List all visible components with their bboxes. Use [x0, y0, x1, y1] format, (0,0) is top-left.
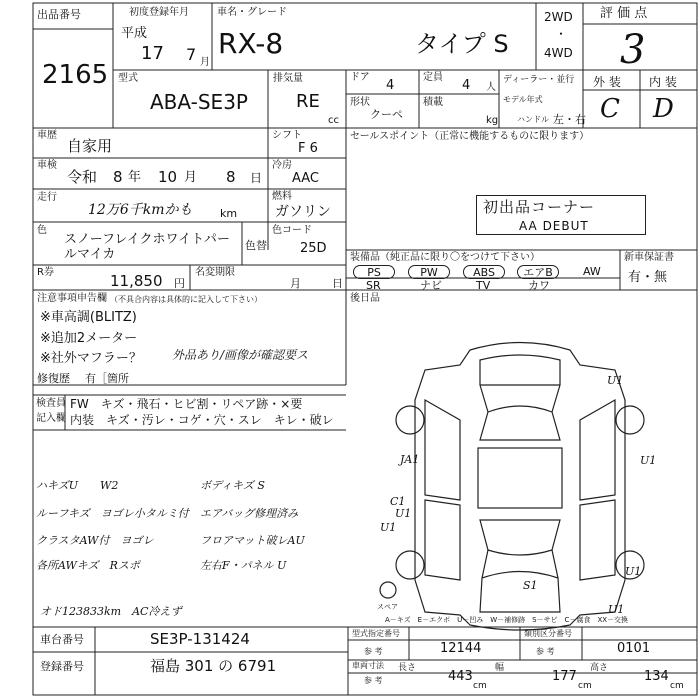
length-label: 長さ [398, 663, 417, 673]
history-label: 車歴 [37, 130, 57, 141]
fuel-label: 燃料 [272, 191, 292, 202]
color-value: スノーフレイクホワイトパールマイカ [64, 232, 230, 262]
body-value: クーペ [370, 108, 403, 121]
equip-ps: PS [353, 265, 395, 279]
equip-pw: PW [408, 265, 450, 279]
recycle-amount: 11,850 [110, 272, 163, 290]
recycle-label: R券 [37, 267, 54, 278]
inspector-note-7: フロアマット破レAU [200, 534, 305, 547]
color-code-value: 25D [300, 241, 327, 256]
reference-label-3: 参 考 [364, 676, 383, 685]
equip-abs: ABS [463, 265, 505, 279]
notes-sub-label: （不具合内容は具体的に記入して下さい） [110, 295, 262, 304]
mileage-label: 走行 [37, 192, 57, 203]
inspector-note-4: 各所AWキズ Rスポ [36, 559, 140, 572]
warranty-label: 新車保証書 [624, 252, 674, 263]
load-label: 積載 [423, 97, 443, 108]
note-line-3: ※社外マフラー？ [40, 351, 142, 366]
selling-points-label: セールスポイント（正常に機能するものに限ります） [350, 131, 590, 142]
person-unit: 人 [486, 82, 496, 93]
height-value: 134 [644, 669, 669, 684]
ac-label: 冷房 [272, 160, 292, 171]
cm-unit-3: cm [670, 681, 684, 691]
note-handwritten: 外品あり/画像が確認要ス [172, 348, 309, 362]
inspector-note-2: ルーフキズ ヨゴレ小タルミ付 [36, 507, 189, 520]
model-label: 型式 [118, 73, 138, 84]
handle-label: ハンドル [517, 115, 549, 124]
plate-label: 登録番号 [40, 660, 84, 673]
dimensions-label: 車両寸法 [352, 661, 384, 670]
debut-corner-title: 初出品コーナー [483, 198, 596, 216]
body-label: 形状 [350, 97, 370, 108]
name-change-label: 名変期限 [195, 267, 235, 278]
cc-unit: cc [328, 115, 339, 126]
history-value: 自家用 [67, 137, 113, 155]
reference-label-1: 参 考 [364, 647, 383, 656]
shift-label: シフト [272, 130, 302, 141]
damage-mark-2: U1 [608, 603, 625, 616]
capacity-value: 4 [462, 78, 471, 93]
equip-leather: カワ [528, 279, 550, 292]
damage-mark-8: U1 [625, 565, 642, 578]
fuel-value: ガソリン [275, 204, 331, 220]
equip-aw: AW [583, 265, 601, 278]
name-change-day: 日 [332, 277, 343, 290]
damage-mark-3: U1 [395, 507, 412, 520]
rating-label: 評 価 点 [600, 6, 648, 21]
kg-unit: kg [486, 115, 499, 126]
repair-history-label: 修復歴 [37, 372, 70, 385]
dealer-label: ディーラー・並行 [503, 75, 575, 85]
inspector-label: 検査員 [36, 398, 66, 409]
lot-number: 2165 [42, 60, 109, 90]
damage-mark-6: S1 [523, 579, 538, 592]
equip-tv: TV [476, 279, 491, 292]
displacement-value: RE [296, 91, 320, 112]
car-name-label: 車名・グレード [217, 7, 287, 18]
inspector-row-interior: 内装 キズ・汚レ・コゲ・穴・スレ キレ・破レ [70, 413, 334, 427]
name-change-month: 月 [290, 277, 301, 290]
inspection-day: 8 [226, 168, 236, 186]
inspector-note-3: クラスタAW付 ヨゴレ [36, 534, 154, 547]
debut-corner-subtitle: AA DEBUT [519, 219, 589, 233]
damage-legend: A－キズ E－エクボ U－凹み W－補修跡 S－サビ C－腐食 XX－交換 [385, 616, 629, 624]
odometer-note: オド123833km AC冷えず [40, 605, 182, 618]
interior-label: 内 装 [649, 75, 677, 89]
inspector-note-1: ハキズU W2 [36, 479, 119, 492]
capacity-label: 定員 [423, 72, 443, 83]
day-unit: 日 [250, 171, 263, 185]
color-label: 色 [37, 225, 47, 236]
year-unit: 年 [128, 170, 142, 185]
inspector-row-exterior: FW キズ・飛石・ヒビ割・リペア跡・×要 [70, 397, 303, 411]
notes-label: 注意事項申告欄 [37, 293, 107, 304]
type-designation-number: 12144 [440, 641, 482, 656]
class-number-label: 類別区分番号 [524, 629, 572, 638]
month-unit-2: 月 [184, 170, 198, 185]
model-code: ABA-SE3P [150, 90, 248, 114]
note-line-2: ※追加2メーター [40, 331, 138, 346]
length-value: 443 [448, 669, 473, 684]
ac-value: AAC [292, 171, 319, 186]
plate-number: 福島 301 の 6791 [150, 657, 277, 675]
inspector-note-6: エアバッグ修理済み [200, 507, 299, 520]
height-label: 高さ [590, 663, 609, 673]
drive-2wd: 2WD [544, 10, 573, 24]
note-line-1: ※車高調(BLITZ) [40, 310, 137, 325]
class-number: 0101 [617, 641, 651, 656]
reference-label-2: 参 考 [536, 647, 555, 656]
exterior-label: 外 装 [593, 75, 621, 89]
first-registration-label: 初度登録年月 [129, 7, 189, 18]
damage-mark-9: U1 [640, 454, 657, 467]
damage-mark-4: U1 [380, 521, 397, 534]
km-unit: km [220, 207, 238, 220]
width-label: 幅 [495, 663, 505, 673]
width-value: 177 [552, 669, 577, 684]
rating-score: 3 [620, 27, 646, 73]
inspection-label: 車検 [37, 160, 57, 171]
color-change-label: 色替 [245, 239, 267, 252]
month-unit: 月 [200, 57, 210, 68]
yen-unit: 円 [174, 277, 185, 290]
car-grade: タイプ S [415, 30, 509, 58]
registration-month: 7 [186, 45, 197, 64]
drive-separator: ・ [555, 27, 568, 41]
equipment-label: 装備品（純正品に限り〇をつけて下さい） [350, 252, 540, 263]
damage-mark-1: U1 [607, 374, 624, 387]
inspection-era: 令和 [67, 168, 98, 186]
inspector-note-5: ボディキズ S [200, 479, 265, 492]
cm-unit-2: cm [578, 681, 592, 691]
drive-4wd: 4WD [544, 46, 573, 60]
chassis-number: SE3P-131424 [150, 630, 250, 648]
inspection-year: 8 [113, 168, 123, 186]
exterior-grade: C [600, 94, 620, 124]
cm-unit-1: cm [473, 681, 487, 691]
doors-label: ドア [350, 72, 370, 83]
model-year-label: モデル年式 [503, 95, 543, 104]
inspector-note-8: 左右F・パネル U [200, 559, 287, 572]
spare-label: スペア [377, 603, 398, 611]
car-name: RX-8 [218, 27, 284, 60]
rear-seat-label: 後日品 [350, 293, 380, 304]
shift-value: F 6 [298, 141, 318, 156]
interior-grade: D [653, 94, 674, 124]
lot-number-label: 出品番号 [37, 8, 81, 21]
damage-mark-7: JA1 [400, 453, 420, 466]
equip-navi: ナビ [420, 279, 442, 292]
registration-era: 平成 [121, 26, 148, 41]
doors-value: 4 [386, 78, 395, 93]
damage-mark-5: C1 [390, 495, 406, 508]
type-designation-label: 型式指定番号 [352, 629, 400, 638]
mileage-value: 12万6千kmかも [88, 202, 193, 218]
color-code-label: 色コード [272, 225, 312, 236]
registration-year: 17 [141, 43, 164, 64]
warranty-options: 有・無 [628, 270, 668, 285]
equip-airbag: エアB [517, 265, 559, 279]
chassis-label: 車台番号 [40, 633, 84, 646]
equip-sr: SR [366, 279, 381, 292]
entry-label: 記入欄 [36, 413, 66, 424]
repair-history-value: 有［箇所 [85, 372, 129, 385]
inspection-month: 10 [158, 168, 178, 186]
handle-options: 左・右 [553, 113, 586, 126]
displacement-label: 排気量 [273, 73, 303, 84]
